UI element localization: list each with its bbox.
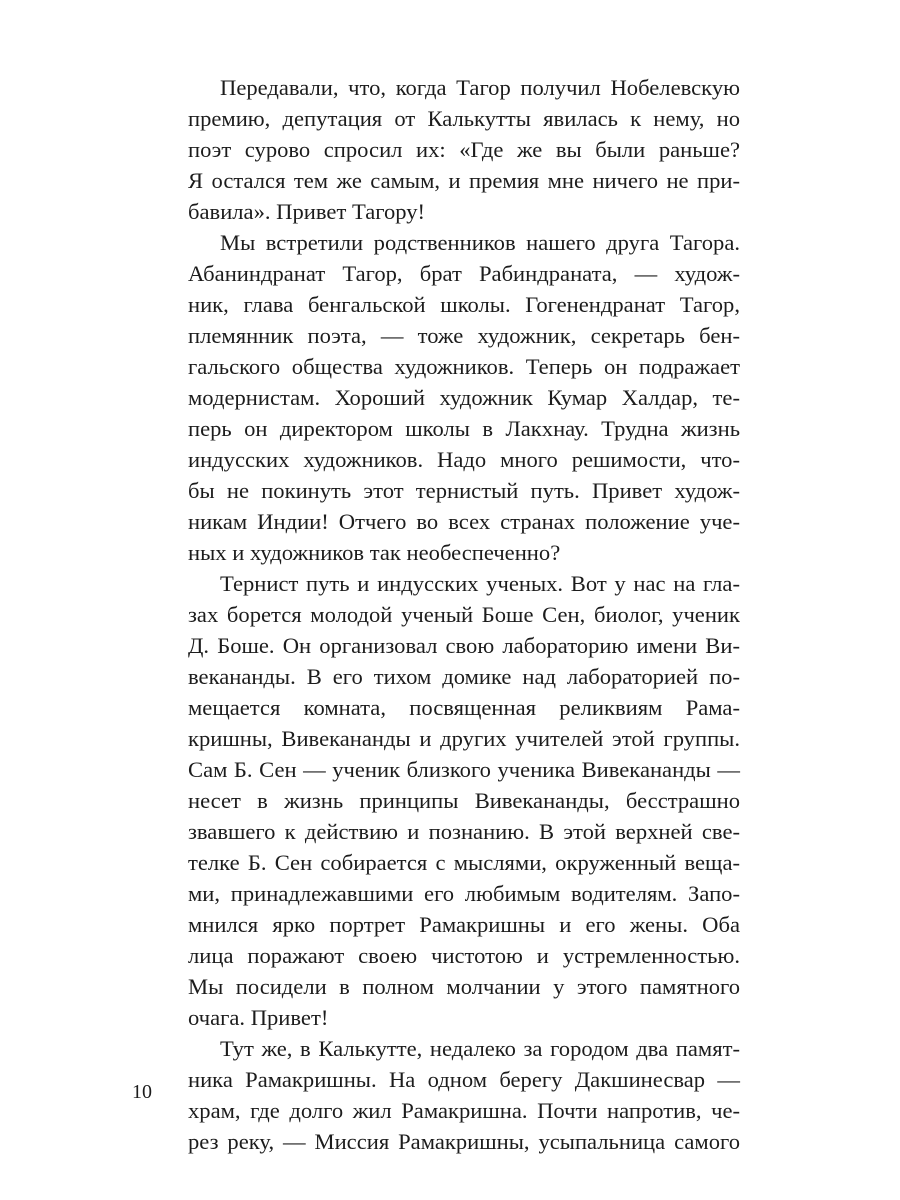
- text-line: мнился ярко портрет Рамакришны и его жены. Оба: [188, 912, 740, 937]
- text-line: Д. Боше. Он организовал свою лабораторию имени Ви-: [188, 633, 740, 658]
- text-line: мещается комната, посвященная реликвиям Рама-: [188, 695, 740, 720]
- text-line: Мы встретили родственников нашего друга Тагора.: [220, 230, 740, 255]
- text-line: перь он директором школы в Лакхнау. Трудна жизнь: [188, 416, 740, 441]
- text-line: Абаниндранат Тагор, брат Рабиндраната, — худож-: [188, 261, 740, 286]
- text-line: зах борется молодой ученый Боше Сен, биолог, ученик: [188, 602, 740, 627]
- text-line: несет в жизнь принципы Вивекананды, бесстрашно: [188, 788, 740, 813]
- text-line: Мы посидели в полном молчании у этого памятного: [188, 974, 740, 999]
- page-text: [188, 72, 740, 1157]
- text-line: ника Рамакришны. На одном берегу Дакшинесвар —: [188, 1067, 740, 1092]
- text-line: очага. Привет!: [188, 1005, 329, 1030]
- text-line: векананды. В его тихом домике над лабораторией по-: [188, 664, 740, 689]
- text-line: кришны, Вивекананды и других учителей этой группы.: [188, 726, 740, 751]
- text-line: поэт сурово спросил их: «Где же вы были раньше?: [188, 137, 740, 162]
- text-line: рез реку, — Миссия Рамакришны, усыпальница самого: [188, 1129, 740, 1154]
- text-line: гальского общества художников. Теперь он подражает: [188, 354, 740, 379]
- text-line: лица поражают своею чистотою и устремленностью.: [188, 943, 740, 968]
- text-line: ных и художников так необеспеченно?: [188, 540, 561, 565]
- text-line: премию, депутация от Калькутты явилась к нему, но: [188, 106, 740, 131]
- text-line: храм, где долго жил Рамакришна. Почти напротив, че-: [188, 1098, 740, 1123]
- text-line: племянник поэта, — тоже художник, секретарь бен-: [188, 323, 740, 348]
- text-line: Передавали, что, когда Тагор получил Нобелевскую: [220, 75, 740, 100]
- text-line: Тут же, в Калькутте, недалеко за городом два памят-: [220, 1036, 740, 1061]
- text-line: модернистам. Хороший художник Кумар Халдар, те-: [188, 385, 740, 410]
- text-line: бавила». Привет Тагору!: [188, 199, 426, 224]
- text-line: звавшего к действию и познанию. В этой верхней све-: [188, 819, 740, 844]
- text-line: Сам Б. Сен — ученик близкого ученика Вивекананды —: [188, 757, 740, 782]
- page-number: 10: [132, 1081, 152, 1103]
- text-line: ник, глава бенгальской школы. Гогенендранат Тагор,: [188, 292, 740, 317]
- text-line: бы не покинуть этот тернистый путь. Привет худож-: [188, 478, 740, 503]
- text-line: ми, принадлежавшими его любимым водителям. Запо-: [188, 881, 740, 906]
- text-line: индусских художников. Надо много решимости, что-: [188, 447, 740, 472]
- text-line: телке Б. Сен собирается с мыслями, окруженный веща-: [188, 850, 740, 875]
- text-line: Тернист путь и индусских ученых. Вот у нас на гла-: [220, 571, 740, 596]
- text-line: никам Индии! Отчего во всех странах положение уче-: [188, 509, 740, 534]
- text-line: Я остался тем же самым, и премия мне ничего не при-: [188, 168, 740, 193]
